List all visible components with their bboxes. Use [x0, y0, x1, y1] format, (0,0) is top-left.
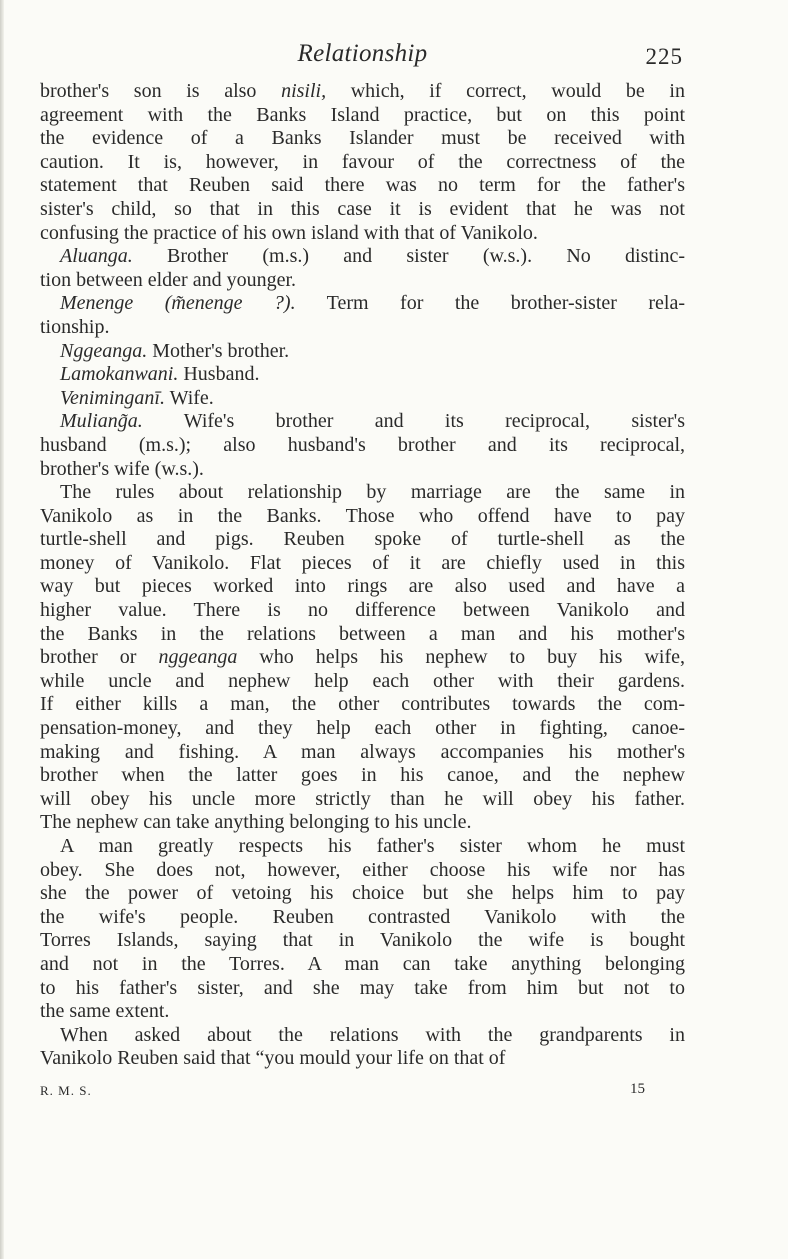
line-text: the evidence of a Banks Islander must be received with	[40, 127, 685, 150]
line-text-after: Term for the brother-sister rela-	[295, 292, 685, 315]
text-line	[40, 80, 685, 104]
text-line	[40, 458, 685, 482]
line-text: The nephew can take anything belonging to his uncle.	[40, 811, 472, 834]
line-text: way but pieces worked into rings are also used and have a	[40, 575, 685, 598]
text-line	[40, 764, 685, 788]
text-line	[40, 693, 685, 717]
italic-term: Nggeanga.	[60, 339, 148, 362]
text-line	[40, 552, 685, 576]
text-line	[40, 835, 685, 859]
text-line	[40, 316, 685, 340]
text-line	[40, 882, 685, 906]
text-line	[40, 953, 685, 977]
line-text: husband (m.s.); also husband's brother and its reciprocal,	[40, 433, 685, 456]
line-text: brother or	[40, 646, 159, 669]
line-text: sister's child, so that in this case it is evident that he was not	[40, 197, 685, 220]
line-text: When asked about the relations with the grandparents in	[60, 1023, 685, 1046]
line-text: tionship.	[40, 315, 110, 338]
line-text-after: who helps his nephew to buy his wife,	[237, 646, 685, 669]
text-line	[40, 1024, 685, 1048]
text-line	[40, 104, 685, 128]
line-text: making and fishing. A man always accompanies his mother's	[40, 740, 685, 763]
line-text: and not in the Torres. A man can take anything belonging	[40, 952, 685, 975]
line-text: she the power of vetoing his choice but she helps him to pay	[40, 882, 685, 905]
line-text: Vanikolo as in the Banks. Those who offend have to pay	[40, 504, 685, 527]
text-line	[40, 269, 685, 293]
text-line	[40, 741, 685, 765]
text-line	[40, 127, 685, 151]
page-header	[40, 36, 685, 76]
text-line	[40, 1047, 685, 1071]
text-line	[40, 174, 685, 198]
line-text: caution. It is, however, in favour of the correctness of the	[40, 150, 685, 173]
line-text: pensation-money, and they help each other in fighting, canoe-	[40, 717, 685, 740]
line-text: agreement with the Banks Island practice, but on this point	[40, 103, 685, 126]
line-text-after: Husband.	[178, 363, 260, 386]
line-text: confusing the practice of his own island with that of Vanikolo.	[40, 221, 538, 244]
text-line	[40, 410, 685, 434]
line-text: obey. She does not, however, either choose his wife nor has	[40, 858, 685, 881]
text-line	[40, 340, 685, 364]
text-line	[40, 292, 685, 316]
page-number: 225	[645, 44, 683, 69]
text-line	[40, 505, 685, 529]
line-text: The rules about relationship by marriage are the same in	[60, 481, 685, 504]
line-text: statement that Reuben said there was no term for the father's	[40, 174, 685, 197]
line-text: brother when the latter goes in his canoe, and the nephew	[40, 764, 685, 787]
line-text: higher value. There is no difference between Vanikolo and	[40, 599, 685, 622]
text-line	[40, 811, 685, 835]
text-line	[40, 528, 685, 552]
line-text: Torres Islands, saying that in Vanikolo the wife is bought	[40, 929, 685, 952]
italic-term: nggeanga	[158, 646, 238, 669]
line-text: tion between elder and younger.	[40, 268, 297, 291]
text-line	[40, 363, 685, 387]
italic-term: Veniminganī.	[60, 386, 165, 409]
line-text: Vanikolo Reuben said that “you mould your life on that of	[40, 1047, 506, 1070]
signature-number: 15	[630, 1080, 645, 1097]
page-spine-edge	[0, 0, 4, 1259]
line-text: the wife's people. Reuben contrasted Vanikolo with the	[40, 905, 685, 928]
text-line	[40, 977, 685, 1001]
line-text: to his father's sister, and she may take from him but not to	[40, 976, 685, 999]
italic-term: Aluanga.	[60, 245, 133, 268]
line-text-after: Brother (m.s.) and sister (w.s.). No distinc-	[132, 245, 685, 268]
body-text	[40, 80, 685, 1071]
text-line	[40, 929, 685, 953]
running-title: Relationship	[297, 40, 428, 67]
line-text: the same extent.	[40, 1000, 170, 1023]
page-footer	[40, 1080, 685, 1107]
text-line	[40, 859, 685, 883]
text-line	[40, 222, 685, 246]
line-text: while uncle and nephew help each other with their gardens.	[40, 669, 685, 692]
text-line	[40, 1000, 685, 1024]
text-line	[40, 245, 685, 269]
line-text: turtle-shell and pigs. Reuben spoke of turtle-shell as the	[40, 528, 685, 551]
line-text: will obey his uncle more strictly than he will obey his father.	[40, 787, 685, 810]
line-text: brother's wife (w.s.).	[40, 457, 204, 480]
printer-signature: R. M. S.	[40, 1082, 92, 1098]
line-text-after: Wife.	[165, 386, 214, 409]
text-line	[40, 599, 685, 623]
line-text-after: Mother's brother.	[147, 339, 290, 362]
line-text: brother's son is also	[40, 80, 282, 102]
line-text: money of Vanikolo. Flat pieces of it are chiefly used in this	[40, 551, 685, 574]
italic-term: Menenge (m̃enenge ?).	[60, 292, 296, 315]
text-line	[40, 387, 685, 411]
text-line	[40, 481, 685, 505]
italic-term: Lamokanwani.	[60, 363, 179, 386]
line-text: the Banks in the relations between a man and his mother's	[40, 622, 685, 645]
italic-term: Muliang̃a.	[60, 410, 143, 433]
line-text-after: which, if correct, would be in	[326, 80, 685, 102]
text-line	[40, 670, 685, 694]
text-line	[40, 575, 685, 599]
text-line	[40, 906, 685, 930]
line-text-after: Wife's brother and its reciprocal, sister's	[142, 410, 685, 433]
text-line	[40, 646, 685, 670]
italic-term: nisili,	[281, 80, 327, 102]
book-page	[40, 36, 685, 1107]
text-line	[40, 717, 685, 741]
text-line	[40, 434, 685, 458]
line-text: If either kills a man, the other contributes towards the com-	[40, 693, 685, 716]
text-line	[40, 198, 685, 222]
line-text: A man greatly respects his father's sister whom he must	[60, 835, 685, 857]
text-line	[40, 151, 685, 175]
text-line	[40, 788, 685, 812]
text-line	[40, 623, 685, 647]
